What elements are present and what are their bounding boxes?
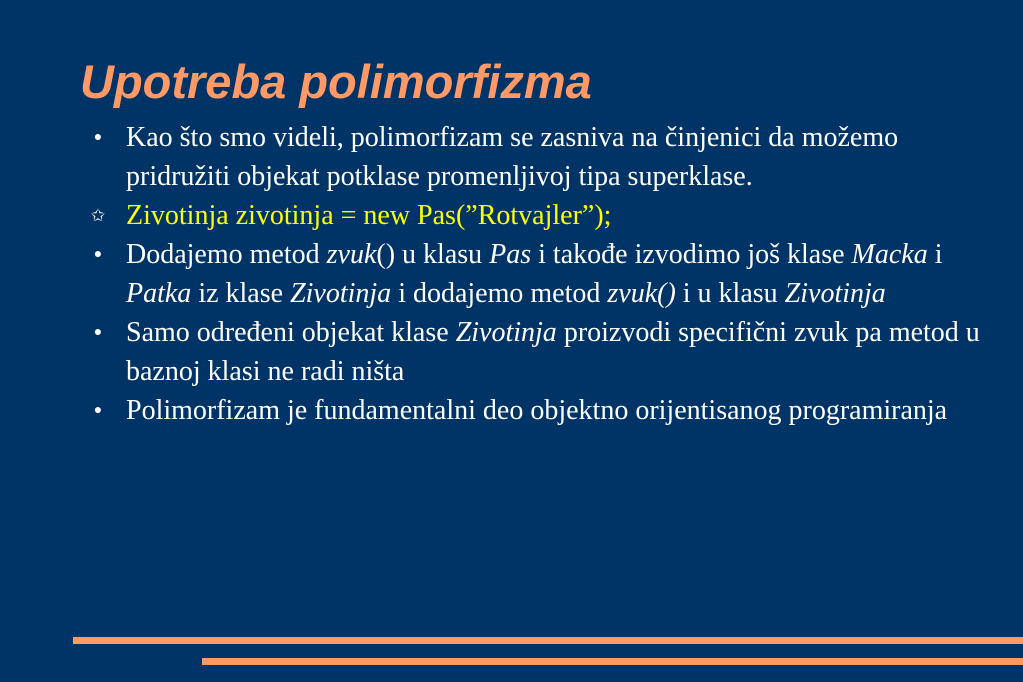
- dot-bullet-icon: ●: [93, 403, 103, 418]
- bullet-text: Kao što smo videli, polimorfizam se zasniva na činjenici da možemo pridružiti objekat potklase promenljivoj tipa superklase.: [126, 122, 899, 192]
- bullet-item: [88, 118, 988, 196]
- bullet-item: [88, 391, 988, 430]
- dot-bullet-icon: ●: [93, 130, 103, 145]
- decorative-rule-top: [73, 637, 1023, 644]
- italic-term: Macka: [851, 239, 928, 270]
- italic-term: Patka: [126, 278, 192, 309]
- italic-term: Zivotinja: [290, 278, 392, 309]
- star-bullet-icon: ✩: [90, 206, 106, 225]
- bullet-text: i dodajemo metod: [391, 278, 608, 309]
- code-bullet-item: [88, 196, 988, 235]
- bullet-text: iz klase: [191, 278, 291, 309]
- bullet-text: Dodajemo metod: [126, 239, 327, 270]
- bullet-text: Polimorfizam je fundamentalni deo objektno orijentisanog programiranja: [126, 395, 948, 426]
- bullet-list: [88, 118, 988, 430]
- slide-title: Upotreba polimorfizma: [80, 55, 592, 108]
- bullet-text: () u klasu: [376, 239, 490, 270]
- bullet-text: Zivotinja zivotinja = new Pas(”Rotvajler”);: [126, 200, 612, 231]
- bullet-text: Samo određeni objekat klase: [126, 317, 456, 348]
- dot-bullet-icon: ●: [93, 247, 103, 262]
- bullet-item: [88, 235, 988, 313]
- dot-bullet-icon: ●: [93, 325, 103, 340]
- italic-term: Pas: [489, 239, 532, 270]
- bullet-text: i: [927, 239, 943, 270]
- italic-term: Zivotinja: [455, 317, 557, 348]
- bullet-text: i u klasu: [675, 278, 785, 309]
- decorative-rule-bottom: [202, 658, 1023, 665]
- italic-term: zvuk(): [607, 278, 676, 309]
- italic-term: zvuk: [326, 239, 377, 270]
- bullet-item: [88, 313, 988, 391]
- italic-term: Zivotinja: [784, 278, 886, 309]
- bullet-text: proizvodi specifični zvuk pa metod u baznoj klasi ne radi ništa: [126, 317, 980, 387]
- bullet-text: i takođe izvodimo još klase: [531, 239, 852, 270]
